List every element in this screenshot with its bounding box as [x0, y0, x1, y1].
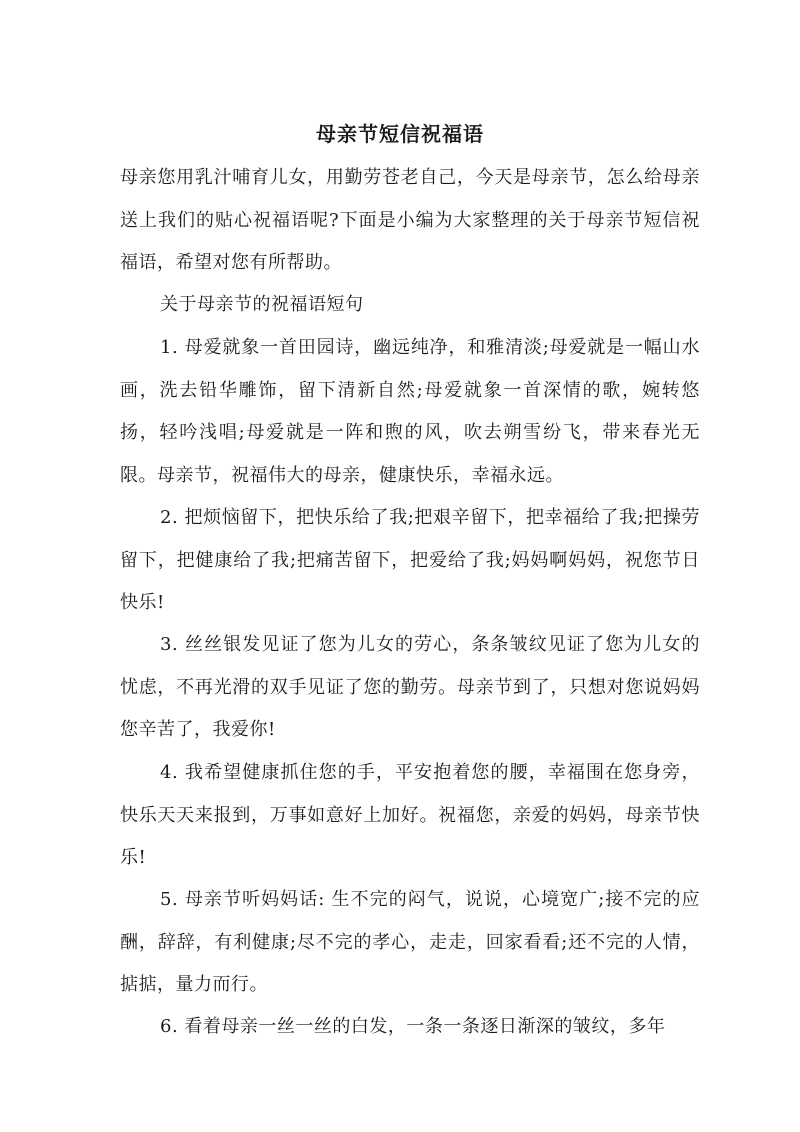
document-title: 母亲节短信祝福语 [316, 122, 484, 146]
blessing-item-2: 2. 把烦恼留下，把快乐给了我;把艰辛留下，把幸福给了我;把操劳留下，把健康给了我;把痛苦留下，把爱给了我;妈妈啊妈妈，祝您节日快乐! [120, 507, 700, 613]
intro-paragraph: 母亲您用乳汁哺育儿女，用勤劳苍老自己，今天是母亲节，怎么给母亲送上我们的贴心祝福语呢?下面是小编为大家整理的关于母亲节短信祝福语，希望对您有所帮助。 [120, 167, 700, 273]
blessing-item-4: 4. 我希望健康抓住您的手，平安抱着您的腰，幸福围在您身旁，快乐天天来报到，万事如意好上加好。祝福您，亲爱的妈妈，母亲节快乐! [120, 762, 700, 868]
blessing-item-6: 6. 看着母亲一丝一丝的白发，一条一条逐日渐深的皱纹，多年 [160, 1016, 666, 1037]
blessing-item-5: 5. 母亲节听妈妈话: 生不完的闷气，说说，心境宽广;接不完的应酬，辞辞，有利健康;尽不完的孝心，走走，回家看看;还不完的人情，掂掂，量力而行。 [120, 889, 700, 995]
blessing-item-3: 3. 丝丝银发见证了您为儿女的劳心，条条皱纹见证了您为儿女的忧虑，不再光滑的双手见证了您的勤劳。母亲节到了，只想对您说妈妈您辛苦了，我爱你! [120, 634, 700, 740]
section-subheading: 关于母亲节的祝福语短句 [160, 294, 364, 315]
blessing-item-1: 1. 母爱就象一首田园诗，幽远纯净，和雅清淡;母爱就是一幅山水画，洗去铅华雕饰，留下清新自然;母爱就象一首深情的歌，婉转悠扬，轻吟浅唱;母爱就是一阵和煦的风，吹去朔雪纷飞，带来春光无限。母亲节，祝福伟大的母亲，健康快乐，幸福永远。 [120, 337, 700, 486]
